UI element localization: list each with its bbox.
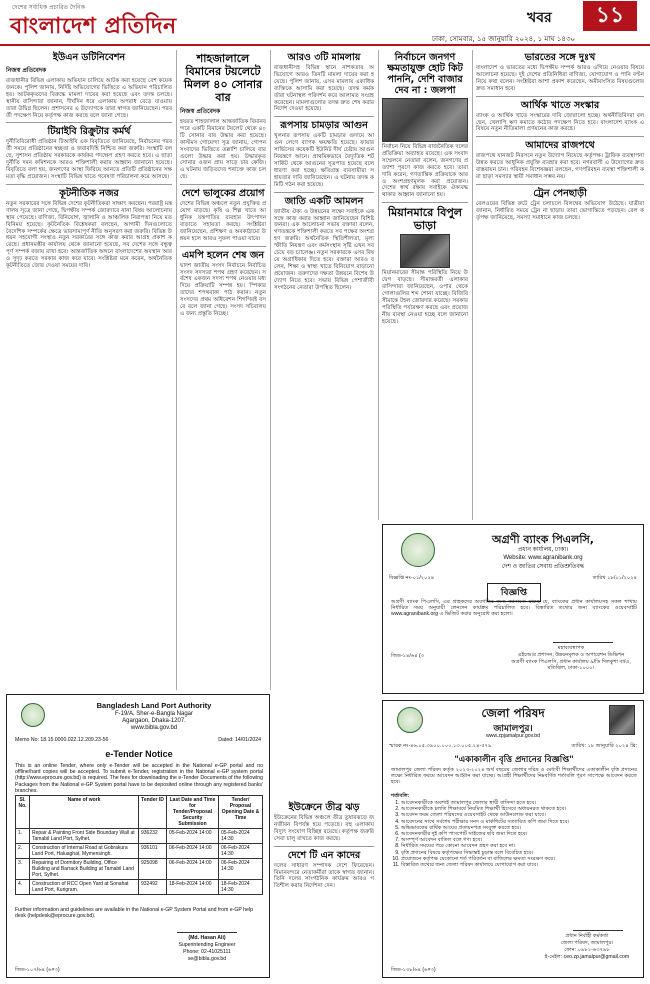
column-c-bottom [274, 800, 374, 978]
zila-place: জামালপুর। [493, 724, 533, 734]
tender-signer-phone: Phone: 02-41025111 [183, 949, 231, 955]
article-body: দ্বাদশ জাতীয় সংসদ নির্বাচনে নির্বাচিত সংসদ সদস্যরা শপথ গ্রহণ করেছেন। সর্বশেষ একজন সদস্য শপথ নেওয়ার মধ্য দিয়ে প্রক্রিয়াটি সম্পন্ন হয়। স্পিকার তাদের শপথবাক্য পাঠ করান। নতুন সংসদের প্রথম অধিবেশন শিগগিরই বসবে বলে জানা গেছে। সংসদ সচিবালয় এ জন্য প্রস্তুতি নিচ্ছে। [180, 262, 266, 317]
masthead [0, 0, 650, 46]
article-headline: দেশে ভালুকের প্রয়োগ [181, 188, 265, 200]
article-headline: আরও ৩টি মামলায় [287, 52, 361, 63]
zila-website[interactable]: www.zpjamalpur.gov.bd [485, 733, 541, 739]
bank-notice-body: অগ্রণী ব্যাংক পিএলসি, এর গ্রাহকদের অবগতির জন্য জানানো যাচ্ছে যে, ব্যাংকের প্রধান কার্যালয়সহ সকল শাখায় নির্ধারিত সময় অনুযায়ী লেনদেন কার্যক্রম পরিচালিত হবে। বিস্তারিত তথ্যের জন্য ব্যাংকের ওয়েবসাইট www.agranibank.org এ ভিজিট করার অনুরোধ করা হলো। [391, 599, 637, 618]
article [274, 120, 374, 188]
page-number: ১১ [583, 1, 637, 31]
column-divider [472, 50, 473, 520]
list-item: 9. বৃত্তি প্রদানের বিষয়ে কর্তৃপক্ষের সিদ্ধান্তই চূড়ান্ত বলে বিবেচিত হবে। [401, 850, 637, 856]
list-item: 2. আবেদনকারীকে চলতি শিক্ষাবর্ষে নিয়মিত শিক্ষার্থী হিসেবে অধ্যয়নরত থাকতে হবে। [401, 806, 637, 812]
column-right [476, 50, 644, 520]
article-body: হযরত শাহজালাল আন্তর্জাতিক বিমানবন্দরে একটি বিমানের টয়লেট থেকে ৪০টি সোনার বার উদ্ধার করা হয়েছে। কাস্টমস গোয়েন্দা সূত্র জানায়, গোপন সংবাদের ভিত্তিতে তল্লাশি চালিয়ে বারগুলো উদ্ধার করা হয়। উদ্ধারকৃত সোনার ওজন প্রায় সাড়ে চার কেজি। এ ঘটনায় জড়িতদের শনাক্তে কাজ চলছে। [180, 119, 266, 181]
table-cell: 05-Feb-2024 14:30 [219, 829, 263, 844]
table-header-row [16, 796, 263, 829]
divider [476, 96, 644, 97]
column-divider [378, 50, 379, 520]
ad-code: জিড-১৪/৬৪ (৩ [391, 653, 425, 659]
zila-signer-org: জেলা পরিষদ, জামালপুর। [560, 940, 614, 946]
tender-footer: Further information and guidelines are available in the National e-GP System Portal and from e-GP help desk (helpdesk@eprocure.gov.bd). [15, 907, 253, 920]
official-photo [609, 705, 635, 735]
ad-code: জিড-১৩৮/৬৪ (৬×৩) [391, 967, 436, 973]
zila-memo: স্মারক নং-৪৬.০৫.৩৯০০.০০০.১৩.০০৫.২৪-৫৭৯ [389, 743, 492, 749]
govt-seal-icon [397, 707, 423, 733]
tender-memo-date: Dated: 14/01/2024 [218, 737, 261, 743]
article [476, 52, 644, 93]
tender-table-wrap [15, 795, 263, 895]
table-cell: 06-Feb-2024 14:00 [167, 859, 219, 880]
article-body: দলের সাধারণ সম্পাদক দেশে ফিরেছেন। বিমানবন্দরে নেতাকর্মীরা তাকে স্বাগত জানান। তিনি দলের সাংগঠনিক কার্যক্রম আরও গতিশীল করার নির্দেশনা দেন। [274, 862, 374, 890]
newspaper-logo: বাংলাদেশ প্রতিদিন [10, 13, 177, 39]
article [476, 188, 644, 222]
column-header: Tender/ Proposal Opening Date & Time [219, 796, 263, 829]
list-item: 3. আবেদন ফরম জেলা পরিষদের ওয়েবসাইট থেকে ডাউনলোড করা যাবে। [401, 812, 637, 818]
article-body: রাজপথে যানজট নিরসনে নতুন উদ্যোগ নিয়েছে কর্তৃপক্ষ। ট্রাফিক ব্যবস্থাপনা উন্নত করতে আধুনিক প্রযুক্তি ব্যবহার করা হবে। নগরবাসী এ উদ্যোগের দ্রুত বাস্তবায়ন চান। পরিবহন বিশেষজ্ঞরা বলছেন, গণপরিবহন ব্যবস্থা শক্তিশালী করা ছাড়া সমস্যার স্থায়ী সমাধান সম্ভব নয়। [476, 153, 644, 181]
article-headline: কূটনীতিক নজর [59, 187, 119, 199]
zila-signer-phone: ফোন: ০৯৮১-৬৩৭৯৮ [564, 947, 610, 953]
divider [6, 122, 172, 123]
masthead-tagline: দেশের সর্বাধিক প্রচারিত দৈনিক [12, 4, 85, 11]
list-item: 11. বিস্তারিত তথ্যের জন্য জেলা পরিষদ কার্যালয়ে যোগাযোগ করা যাবে। [401, 862, 637, 868]
table-cell: 18-Feb-2024 14:30 [219, 880, 263, 895]
tender-memo: Memo No: 18.15.0000.022.12.209.23-56 [15, 737, 109, 743]
article-byline: নিজস্ব প্রতিবেদক [6, 67, 47, 74]
table-cell: Construction of Internal Road at Gobrakura Land Port, Haluaghat, Mymensingh. [30, 844, 139, 859]
article-body: রেলওয়ের বিভিন্ন রুটে ট্রেন চলাচলে বিলম্বের অভিযোগ উঠেছে। যাত্রীরা জানান, নির্ধারিত সময়ে ট্রেন না ছাড়ায় তারা ভোগান্তিতে পড়ছেন। রেল কর্তৃপক্ষ জানিয়েছে, সমস্যা সমাধানে কাজ চলছে। [476, 200, 644, 221]
article-body: খুলনার রূপসায় একটি চামড়ার গুদামে আগুন লেগে ব্যাপক ক্ষয়ক্ষতি হয়েছে। ফায়ার সার্ভিসের কয়েকটি ইউনিট দীর্ঘ চেষ্টায় আগুন নিয়ন্ত্রণে আনে। প্রাথমিকভাবে বৈদ্যুতিক শর্টসার্কিট থেকে আগুনের সূত্রপাত হয়েছে বলে ধারণা করা হচ্ছে। ক্ষতিগ্রস্ত ব্যবসায়ীরা সহায়তার দাবি জানিয়েছেন। এ ঘটনায় তদন্ত কমিটি গঠন করা হয়েছে। [274, 133, 374, 188]
table-cell: Repairing of Dormitory Building, Office Building and Barrack Building at Tamabil Land Port, Sylhet. [30, 859, 139, 880]
tender-org: Bangladesh Land Port Authority [96, 701, 212, 710]
table-cell: 3. [16, 859, 30, 880]
divider [180, 184, 266, 185]
signature [573, 923, 623, 931]
column-c [274, 50, 374, 520]
article-headline: আমাদের রাজপথে [525, 140, 595, 152]
article-headline: মিয়ানমারে বিপুল ভাড়া [387, 206, 463, 233]
tender-intro: This is an online Tender, where only e-Tender will be accepted in the National e-GP portal and no offline/hard copies will be accepted. To submit e-Tender, registration in the National e-GP system portal (http://www.eprocure.gov.bd) is required. The fees for downloading the e-Tender Documents of the following Packages from the National e-GP System portal have to be deposited online through any registered banks' branches. [15, 763, 263, 794]
article [476, 100, 644, 134]
article-headline: জাতি একটি আমলন [284, 195, 364, 207]
table-row [16, 844, 263, 859]
article-body: ব্যাংক ও আর্থিক খাতে সংস্কারের দাবি জোরালো হচ্ছে। অর্থনীতিবিদরা বলছেন, খেলাপি ঋণ কমাতে কঠোর পদক্ষেপ নিতে হবে। বাংলাদেশ ব্যাংক এ বিষয়ে নতুন নীতিমালা প্রণয়নের কাজ করছে। [476, 112, 644, 133]
portrait-photo [400, 234, 450, 268]
article-headline: এমপি হলেন শেষ জন [181, 249, 265, 261]
article-headline: ইউএন ডটিনিবেশন [52, 52, 126, 63]
zila-parishad-advertisement [382, 700, 644, 978]
article [6, 188, 172, 270]
bank-signatory-dept: এইচআর প্রশাসন, উন্নয়নমূলক ও অপারেশন ডিভিশন [517, 652, 625, 658]
list-item: 1. আবেদনকারীকে অবশ্যই জামালপুর জেলার স্থায়ী বাসিন্দা হতে হবে। [401, 800, 637, 806]
dateline: ঢাকা, সোমবার, ১৫ জানুয়ারি ২০২৪, ১ মাঘ ১৪৩০ [432, 35, 576, 43]
article-headline: রূপসায় চামড়ার আগুন [280, 120, 368, 132]
article-headline: ইউক্রেনে তীব্র ঝড় [288, 802, 360, 813]
article-body: দেশের বিভিন্ন অঞ্চলে নতুন প্রযুক্তির প্রয়োগ বাড়ছে। কৃষি ও শিল্প খাতে আধুনিক যন্ত্রপাতির ব্যবহার উৎপাদন বাড়াতে সহায়তা করছে। সংশ্লিষ্টরা জানিয়েছেন, প্রশিক্ষণ ও অবকাঠামো উন্নয়ন হলে আরও সুফল পাওয়া যাবে। [180, 201, 266, 242]
article [274, 52, 374, 113]
article-headline: টিয়াইবি রিক্রুটার কর্মর্থ [47, 126, 131, 138]
column-header: Sl. No. [16, 796, 30, 829]
article-body: নির্বাচন নিয়ে বিভিন্ন রাজনৈতিক দলের প্রতিক্রিয়া অব্যাহত রয়েছে। এক সংবাদ সম্মেলনে নেতারা বলেন, জনগণের প্রত্যাশা পূরণে কাজ করতে হবে। তারা দাবি করেন, গণতান্ত্রিক প্রক্রিয়াকে আরও অংশগ্রহণমূলক করা প্রয়োজন। দেশের স্বার্থ রক্ষায় সবাইকে ঐক্যবদ্ধ থাকার আহ্বান জানানো হয়। [382, 144, 468, 199]
article-headline: নির্বাচনে জনগণ ক্ষমতায়ুক্ত হোট কিট পাননি, দেশি বাজার দেব না : জলপা [387, 52, 463, 96]
table-cell: 2. [16, 844, 30, 859]
article-body: মিয়ানমারের সীমান্ত পরিস্থিতি নিয়ে উদ্বেগ বাড়ছে। সীমান্তবর্তী এলাকার বাসিন্দারা জানিয়েছেন, ওপার থেকে গোলাগুলির শব্দ শোনা যাচ্ছে। বিজিবি সীমান্তে টহল জোরদার করেছে। সরকার পরিস্থিতি পর্যবেক্ষণ করছে এবং প্রয়োজনীয় ব্যবস্থা নেওয়া হচ্ছে বলে জানানো হয়েছে। [382, 270, 468, 325]
signature [553, 633, 613, 643]
divider [476, 136, 644, 137]
divider [274, 846, 374, 847]
article [274, 802, 374, 843]
bank-advertisement [382, 524, 644, 694]
bank-address: অগ্রণী ব্যাংক পিএলসি, প্রধান কার্যালয় ৯/ডি দিলকুশা বা/এ, মতিঝিল, ঢাকা-১০০০। [511, 659, 631, 672]
column-divider [270, 50, 271, 690]
table-cell: 932492 [139, 880, 167, 895]
column-header: Last Date and Time for Tender/Proposal Security Submission [167, 796, 219, 829]
list-item: 5. অভিভাবকের বার্ষিক আয়ের প্রত্যয়নপত্র সংযুক্ত করতে হবে। [401, 825, 637, 831]
column-left [6, 50, 172, 690]
bank-slogan: দেশ ও জাতির সেবায় প্রতিশ্রুতিবদ্ধ [501, 564, 585, 570]
column-header: Tender ID [139, 796, 167, 829]
tender-advertisement [6, 694, 270, 978]
article-headline: ভারতের সঙ্গে দুঃখ [524, 52, 596, 63]
table-cell: Construction of RCC Open Yard at Sonahat Land Port, Kurigram. [30, 880, 139, 895]
tender-address-1: F-19/A, Sher-e-Bangla Nagar [114, 711, 194, 717]
news-photo [382, 98, 468, 142]
divider [180, 246, 266, 247]
article [6, 52, 172, 119]
table-cell: 06-Feb-2024 14:30 [219, 859, 263, 880]
column-d [382, 50, 468, 520]
list-item: 6. আবেদনকারীর দুই কপি পাসপোর্ট সাইজের ছবি জমা দিতে হবে। [401, 831, 637, 837]
article-byline: নিজস্ব প্রতিবেদক [180, 108, 221, 115]
bank-notice-date: তারিখ ১৮/০১/২০২৪ [592, 575, 637, 581]
article-body: নতুন সরকারের সঙ্গে বিভিন্ন দেশের কূটনীতিকরা সাক্ষাৎ করছেন। পররাষ্ট্র মন্ত্রণালয় সূত্রে জানা গেছে, দ্বিপক্ষীয় সম্পর্ক জোরদারে নানা বিষয় আলোচনায় স্থান পেয়েছে। বাণিজ্য, বিনিয়োগ, জ্বালানি ও আঞ্চলিক নিরাপত্তা নিয়ে মতবিনিময় হয়েছে। কূটনৈতিক বিশ্লেষকরা বলছেন, আগামী দিনগুলোতে বৈদেশিক সম্পর্কের ক্ষেত্রে ভারসাম্যপূর্ণ নীতি অনুসরণ করা জরুরি। বিভিন্ন উন্নয়ন সহযোগী সংস্থাও নতুন সরকারের সঙ্গে কাজ করার আগ্রহ প্রকাশ করেছে। প্রধানমন্ত্রীর কার্যালয় থেকে জানানো হয়েছে, সব দেশের সঙ্গে বন্ধুত্বপূর্ণ সম্পর্ক বজায় রাখা হবে। আন্তর্জাতিক অঙ্গনে বাংলাদেশের অবস্থান আরও সুদৃঢ় করতে সরকার কাজ করে যাবে। সংশ্লিষ্টরা মনে করেন, অর্থনৈতিক কূটনীতিতে জোর দেওয়া সময়ের দাবি। [6, 200, 172, 270]
column-header: Name of work [30, 796, 139, 829]
bank-office: প্রধান কার্যালয়, ঢাকা। [517, 547, 569, 553]
article-headline: শাহজালালে বিমানের টয়লেটে মিলল ৪০ সোনার বার [183, 52, 263, 104]
divider [382, 202, 468, 203]
table-cell: 05-Feb-2024 14:00 [167, 829, 219, 844]
zila-notice-title: "একাকালীন বৃত্তি প্রদানের বিজ্ঞপ্তি" [454, 755, 574, 765]
zila-org: জেলা পরিষদ [481, 706, 545, 720]
ad-code: জিড-১০৭/৬৪ (৬×৩) [15, 967, 60, 973]
divider [6, 184, 172, 185]
article-body: ইউক্রেনের বিভিন্ন অঞ্চলে তীব্র তুষারঝড়ে জনজীবন বিপর্যস্ত হয়ে পড়েছে। বহু এলাকায় বিদ্যুৎ সংযোগ বিচ্ছিন্ন রয়েছে। কর্তৃপক্ষ জরুরি সেবা চালু রাখতে কাজ করছে। [274, 815, 374, 842]
divider [274, 192, 374, 193]
article-body: রাজধানীসহ বিভিন্ন স্থানে নাশকতার অভিযোগে আরও তিনটি মামলা দায়ের করা হয়েছে। পুলিশ জানায়, এসব মামলায় একাধিক ব্যক্তিকে আসামি করা হয়েছে। তদন্ত কর্মকর্তারা ঘটনাস্থল পরিদর্শন করে আলামত সংগ্রহ করেছেন। মামলাগুলোর তদন্ত দ্রুত শেষ করার নির্দেশ দেওয়া হয়েছে। [274, 65, 374, 113]
zila-signer-title: প্রধান নির্বাহী কর্মকর্তা [565, 933, 609, 939]
table-row [16, 880, 263, 895]
column-divider [176, 50, 177, 690]
article-body: বাংলাদেশ ও ভারতের মধ্যে দ্বিপক্ষীয় সম্পর্ক আরও এগিয়ে নেওয়ার বিষয়ে আলোচনা হয়েছে। দুই দেশের প্রতিনিধিরা বাণিজ্য, যোগাযোগ ও পানি বণ্টন নিয়ে কথা বলেন। সংশ্লিষ্টরা আশা প্রকাশ করেছেন, অমীমাংসিত বিষয়গুলোর দ্রুত সমাধান হবে। [476, 65, 644, 92]
table-cell: 936101 [139, 844, 167, 859]
govt-seal-icon [21, 703, 45, 727]
article [180, 188, 266, 242]
article [180, 52, 266, 181]
divider [274, 116, 374, 117]
article [382, 206, 468, 325]
article-headline: আর্থিক খাতে সংস্কার [520, 99, 600, 111]
table-cell: 06-Feb-2024 14:30 [219, 844, 263, 859]
table-cell: 06-Feb-2024 14:00 [167, 844, 219, 859]
article-headline: দেশে টি এন কাদের [287, 849, 361, 861]
article [274, 196, 374, 292]
zila-conditions-list [401, 800, 637, 868]
article-body: জাতীয় ঐক্য ও উন্নয়নের লক্ষ্যে সবাইকে একসঙ্গে কাজ করার আহ্বান জানিয়েছেন বিশিষ্টজনরা। এক আলোচনা সভায় বক্তারা বলেন, গণতন্ত্রকে শক্তিশালী করতে সব পক্ষের অংশগ্রহণ জরুরি। অর্থনৈতিক স্থিতিশীলতা, মূল্যস্ফীতি নিয়ন্ত্রণ এবং কর্মসংস্থান সৃষ্টি এখন সবচেয়ে বড় চ্যালেঞ্জ। নতুন সরকারকে এসব বিষয়ে অগ্রাধিকার দিতে হবে। বক্তারা আরও বলেন, শিক্ষা ও স্বাস্থ্য খাতে বিনিয়োগ বাড়ানো প্রয়োজন। তরুণদের দক্ষতা উন্নয়নে বিশেষ উদ্যোগ নিতে হবে। সভায় বিভিন্ন পেশাজীবী সংগঠনের নেতারা উপস্থিত ছিলেন। [274, 208, 374, 291]
tender-title: e-Tender Notice [105, 749, 173, 759]
article-body: দুর্নীতিবিরোধী প্রতিষ্ঠান টিআইবি এক বিবৃতিতে জানিয়েছে, নির্বাচনের পরবর্তী সময়ে প্রতিষ্ঠানের স্বচ্ছতা ও জবাবদিহি নিশ্চিত করা জরুরি। সংস্থাটি বলছে, সুশাসন প্রতিষ্ঠায় সরকারকে কার্যকর পদক্ষেপ গ্রহণ করতে হবে। এ ছাড়া দুর্নীতি দমন কমিশনকে আরও শক্তিশালী করার আহ্বান জানানো হয়েছে। বিবৃতিতে বলা হয়, জনগণের আস্থা ফিরিয়ে আনতে প্রতিটি প্রতিষ্ঠানের সক্ষমতা বৃদ্ধি প্রয়োজন। সংস্থাটি বিভিন্ন খাতে গবেষণা পরিচালনা করে আসছে। [6, 139, 172, 180]
zila-conditions-title: শর্তাবলি: [391, 793, 410, 799]
table-cell: 1. [16, 829, 30, 844]
article [382, 52, 468, 199]
article [180, 250, 266, 318]
article-headline: ট্রেন পেনছাড়ী [533, 187, 587, 199]
zila-signer-email[interactable]: ই-মেইল: ceo.zp.jamalpur@gmail.com [544, 954, 630, 960]
list-item: 4. আবেদনের সাথে সর্বশেষ পরীক্ষার সনদ ও মার্কশিটের সত্যায়িত কপি জমা দিতে হবে। [401, 819, 637, 825]
bank-logo-icon [401, 533, 435, 567]
zila-date: তারিখ: ১৮ জানুয়ারি ২০২৪ খ্রি: [571, 743, 637, 749]
signature [177, 923, 237, 933]
list-item: 8. নির্ধারিত সময়ের পরে কোনো আবেদন গ্রহণ করা হবে না। [401, 843, 637, 849]
tender-signer-name: (Md. Hasan Ali) [188, 935, 226, 941]
tender-website[interactable]: www.bibla.gov.bd [130, 725, 178, 731]
article-body: রাজধানীর বিভিন্ন এলাকায় অভিযান চালিয়ে আটক করা হয়েছে বেশ কয়েকজনকে। পুলিশ জানায়, নির্দিষ্ট অভিযোগের ভিত্তিতে এ অভিযান পরিচালিত হয়। আটককৃতদের বিরুদ্ধে মামলা দায়ের করা হয়েছে এবং তদন্ত চলছে। স্থানীয় বাসিন্দারা জানান, দীর্ঘদিন ধরে এলাকায় অপরাধ বেড়ে যাওয়ায় তারা উদ্বিগ্ন ছিলেন। প্রশাসনের এ উদ্যোগকে তারা স্বাগত জানিয়েছেন। পরবর্তী পদক্ষেপ নিয়ে কর্তৃপক্ষ কাজ করছে বলে জানা গেছে। [6, 78, 172, 119]
bank-name: অগ্রণী ব্যাংক পিএলসি, [492, 533, 594, 546]
bank-notice-title: বিজ্ঞপ্তি [487, 583, 541, 602]
table-cell: 936232 [139, 829, 167, 844]
table-cell: 925098 [139, 859, 167, 880]
section-title: খবর [527, 10, 552, 26]
bank-notice-ref: বিজ্ঞপ্তি নং-০১/২০২৪ [389, 575, 435, 581]
table-row [16, 859, 263, 880]
article [274, 850, 374, 891]
table-row [16, 829, 263, 844]
tender-address-2: Agargaon, Dhaka-1207. [122, 718, 186, 724]
article [6, 126, 172, 180]
table-cell: 18-Feb-2024 14:00 [167, 880, 219, 895]
bank-website[interactable]: Website: www.agranibank.org [503, 555, 583, 561]
tender-table [15, 795, 263, 895]
column-b [180, 50, 266, 690]
tender-signer-title: Superintending Engineer [178, 942, 236, 948]
article [476, 140, 644, 181]
bank-signatory-title: মহাব্যবস্থাপক [557, 645, 585, 651]
divider [476, 184, 644, 185]
zila-notice-intro: জামালপুর জেলা পরিষদ কর্তৃক ২০২৩-২০২৪ অর্থ বছরের জেলার দরিদ্র ও মেধাবী শিক্ষার্থীদের একাকালীন বৃত্তি প্রদানের লক্ষ্যে নির্ধারিত ফরমে আবেদন আহ্বান করা যাচ্ছে। আগ্রহী শিক্ষার্থীদের নিম্নবর্ণিত শর্তাবলি পূরণ সাপেক্ষে আবেদন করতে হবে। [391, 767, 637, 786]
list-item: 7. অসম্পূর্ণ আবেদন বাতিল বলে গণ্য হবে। [401, 837, 637, 843]
tender-signer-email[interactable]: se@bibla.gov.bd [187, 956, 227, 962]
list-item: 10. প্রয়োজনে কর্তৃপক্ষ যেকোনো শর্ত পরিবর্তন বা বাতিলের ক্ষমতা সংরক্ষণ করে। [401, 856, 637, 862]
table-cell: 4. [16, 880, 30, 895]
table-cell: Repair & Painting Front Side Boundary Wall at Tamabil Land Port, Sylhet. [30, 829, 139, 844]
